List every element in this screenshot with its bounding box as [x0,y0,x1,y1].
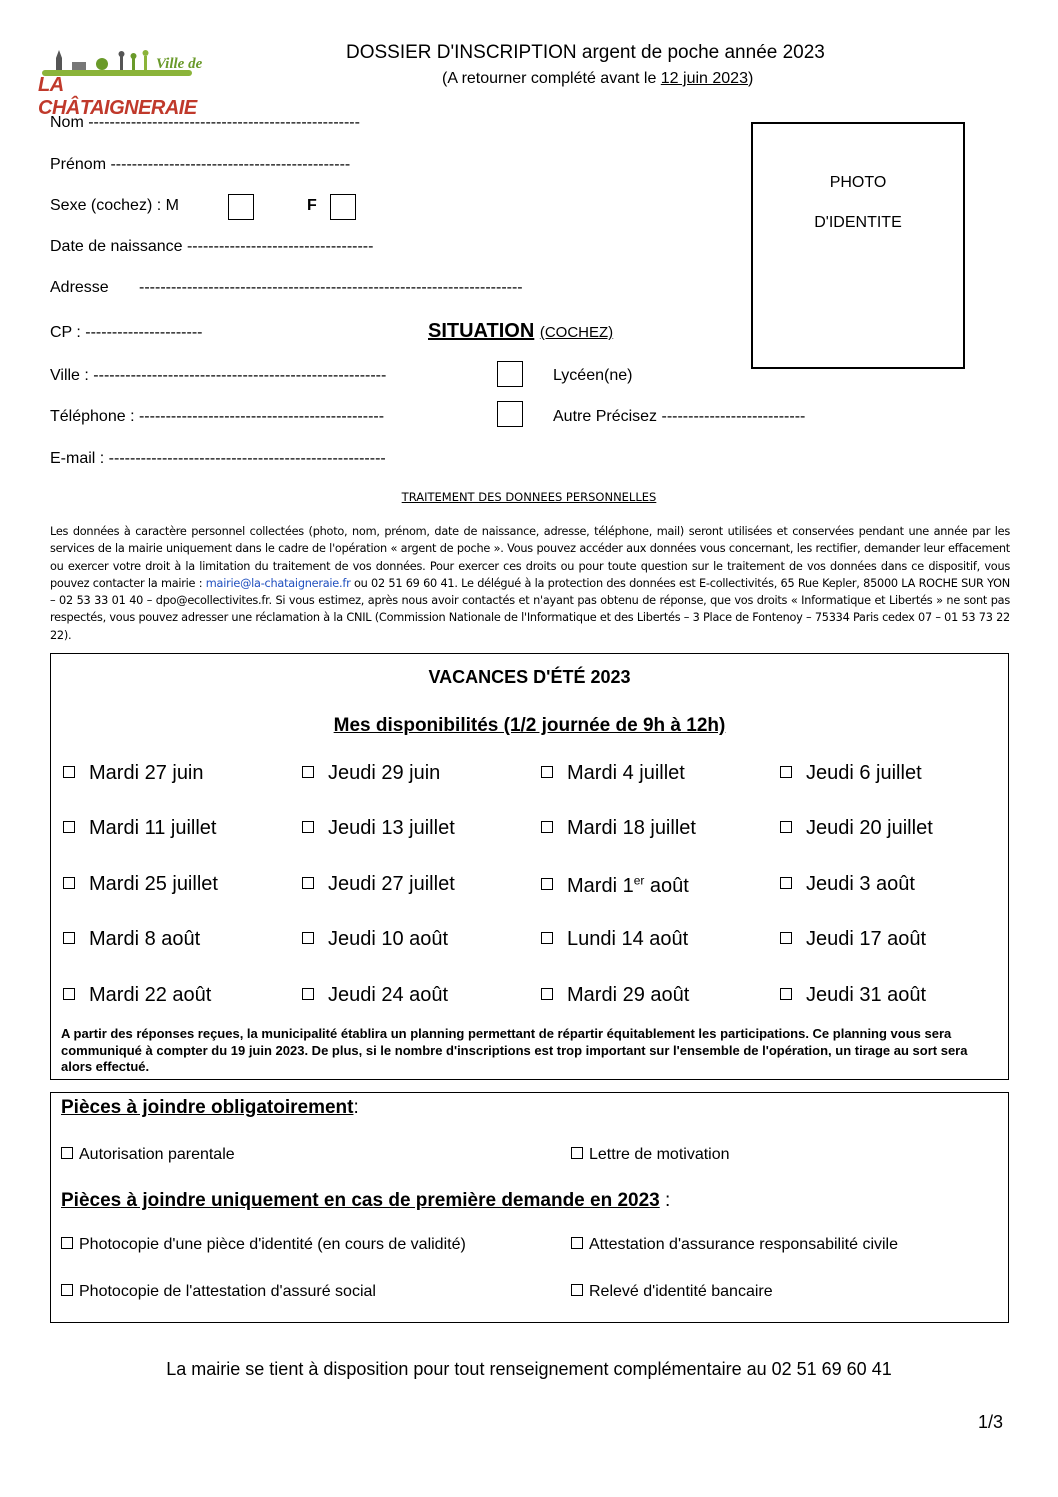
date-option[interactable] [63,984,211,1007]
rgpd-text: Les données à caractère personnel collectées (photo, nom, prénom, date de naissance, adresse, téléphone, mail) seront utilisées et conservées pendant une année par les services de la mairie uniquement dans le cadre de l'opération « argent de poche ». Vous pouvez accéder aux données vous concernant, les rectifier, demander leur effacement ou exercer votre droit à la limitation du traitement de vos données. Pour exercer ces droits ou pour toute question sur le traitement de vos données dans ce dispositif, vous pouvez contacter la mairie : mairie@la-chataigneraie.fr ou 02 51 69 60 41. Le délégué à la protection des données est E-collectivités, 65 Rue Kepler, 85000 LA ROCHE SUR YON – 02 53 33 01 40 – dpo@ecollectivites.fr. Si vous estimez, après nous avoir contactés et n'ayant pas obtenu de réponse, que vos droits « Informatique et Libertés » ne sont pas respectés, vous pouvez adresser une réclamation à la CNIL (Commission Nationale de l'Informatique et des Libertés – 3 Place de Fontenoy – 75334 Paris cedex 07 – 01 53 73 22 22). [50,525,1010,642]
sexe-m-checkbox[interactable] [228,194,254,220]
checkbox-icon[interactable] [302,766,314,778]
checkbox-icon[interactable] [63,821,75,833]
date-label: Jeudi 31 août [806,984,927,1006]
piece-assure-social[interactable]: Photocopie de l'attestation d'assuré social [61,1283,376,1301]
pieces-panel [50,1092,1009,1323]
checkbox-icon[interactable] [61,1284,73,1296]
deadline-date: 12 juin 2023 [660,70,748,87]
checkbox-icon[interactable] [541,932,553,944]
date-label: Mardi 4 juillet [567,762,685,784]
field-email[interactable]: E-mail : ---------------------------------------------------- [50,450,386,467]
date-label: Mardi 18 juillet [567,817,696,839]
date-label: Jeudi 3 août [806,873,915,895]
piece-lettre[interactable]: Lettre de motivation [571,1146,730,1164]
photo-box [751,122,965,369]
situation-autre-field[interactable]: Autre Précisez --------------------------- [553,408,806,425]
date-label: Jeudi 13 juillet [328,817,455,839]
rgpd-title: TRAITEMENT DES DONNEES PERSONNELLES [401,490,657,504]
date-label: Jeudi 6 juillet [806,762,922,784]
date-label: Mardi 25 juillet [89,873,218,895]
situation-lyceen-label: Lycéen(ne) [553,367,633,384]
pieces-premiere-heading: Pièces à joindre uniquement en cas de première demande en 2023 : [61,1190,671,1211]
field-naissance[interactable]: Date de naissance ----------------------------------- [50,238,374,255]
checkbox-icon[interactable] [302,821,314,833]
date-option[interactable] [780,873,915,896]
date-label: Jeudi 10 août [328,928,449,950]
field-cp[interactable]: CP : ---------------------- [50,324,203,341]
date-label: Mardi 11 juillet [89,817,217,839]
checkbox-icon[interactable] [780,932,792,944]
date-label: Jeudi 27 juillet [328,873,455,895]
photo-label-1: PHOTO [829,174,887,191]
date-label: Mardi 27 juin [89,762,204,784]
field-adresse-label: Adresse [50,279,109,296]
date-option[interactable] [780,762,922,785]
date-option[interactable] [541,928,688,951]
vacances-title: VACANCES D'ÉTÉ 2023 [428,667,631,687]
checkbox-icon[interactable] [63,988,75,1000]
situation-heading: SITUATION (COCHEZ) [428,320,614,342]
piece-identite[interactable]: Photocopie d'une pièce d'identité (en cours de validité) [61,1236,466,1254]
date-label: Mardi 22 août [89,984,212,1006]
date-option[interactable] [63,873,218,896]
sexe-f-checkbox[interactable] [330,194,356,220]
date-option[interactable] [541,762,685,785]
checkbox-icon[interactable] [63,877,75,889]
page-number: 1/3 [978,1412,1004,1432]
date-option[interactable] [63,928,200,951]
date-option[interactable] [302,984,448,1007]
date-label: Mardi 1er août [567,873,689,897]
page-subtitle: (A retourner complété avant le 12 juin 2023) [442,70,754,87]
mairie-email-link[interactable]: mairie@la-chataigneraie.fr [205,576,351,590]
vacances-panel [50,653,1009,1080]
field-prenom[interactable]: Prénom --------------------------------------------- [50,156,351,173]
checkbox-icon[interactable] [541,878,553,890]
piece-autorisation[interactable]: Autorisation parentale [61,1146,235,1164]
checkbox-icon[interactable] [571,1237,583,1249]
field-ville[interactable]: Ville : ------------------------------------------------------- [50,367,387,384]
date-option[interactable] [63,762,204,785]
checkbox-icon[interactable] [780,877,792,889]
checkbox-icon[interactable] [541,988,553,1000]
date-option[interactable] [302,928,448,951]
field-nom[interactable]: Nom --------------------------------------------------- [50,114,360,131]
piece-assurance[interactable]: Attestation d'assurance responsabilité civile [571,1236,898,1254]
date-option[interactable] [63,817,216,840]
checkbox-icon[interactable] [571,1147,583,1159]
checkbox-icon[interactable] [61,1237,73,1249]
pieces-obligatoires-heading: Pièces à joindre obligatoirement: [61,1097,359,1118]
checkbox-icon[interactable] [571,1284,583,1296]
date-option[interactable] [302,873,455,896]
vacances-subtitle: Mes disponibilités (1/2 journée de 9h à 12h) [333,715,726,736]
date-option[interactable] [780,928,926,951]
piece-rib[interactable]: Relevé d'identité bancaire [571,1283,773,1301]
checkbox-icon[interactable] [302,988,314,1000]
checkbox-icon[interactable] [302,877,314,889]
checkbox-icon[interactable] [61,1147,73,1159]
checkbox-icon[interactable] [780,988,792,1000]
sexe-f-label: F [307,197,317,214]
page-title: DOSSIER D'INSCRIPTION argent de poche année 2023 [346,42,825,63]
checkbox-icon[interactable] [780,821,792,833]
date-label: Jeudi 24 août [328,984,449,1006]
date-label: Mardi 8 août [89,928,201,950]
checkbox-icon[interactable] [302,932,314,944]
date-label: Jeudi 29 juin [328,762,441,784]
checkbox-icon[interactable] [541,821,553,833]
checkbox-icon[interactable] [63,932,75,944]
checkbox-icon[interactable] [63,766,75,778]
date-label: Lundi 14 août [567,928,689,950]
vacances-note: A partir des réponses reçues, la municipalité établira un planning permettant de répartir équitablement les participations. Ce planning vous sera communiqué à compter du 19 juin 2023. De plus, si le nombre d'inscriptions est trop important sur l'ensemble de l'opération, un tirage au sort sera alors effectué. [61,1026,968,1074]
date-option[interactable] [541,873,689,898]
date-option[interactable] [780,984,926,1007]
situation-autre-checkbox[interactable] [497,401,523,427]
date-label: Mardi 29 août [567,984,690,1006]
footer-contact: La mairie se tient à disposition pour tout renseignement complémentaire au 02 51 69 60 41 [166,1359,892,1379]
situation-lyceen-checkbox[interactable] [497,361,523,387]
logo-ville-text: Ville de [156,56,203,72]
date-option[interactable] [302,817,455,840]
date-option[interactable] [302,762,440,785]
date-label: Jeudi 17 août [806,928,927,950]
checkbox-icon[interactable] [541,766,553,778]
date-option[interactable] [541,817,696,840]
checkbox-icon[interactable] [780,766,792,778]
date-option[interactable] [541,984,689,1007]
field-adresse[interactable]: ------------------------------------------------------------------------ [139,279,523,296]
date-label: Jeudi 20 juillet [806,817,933,839]
town-logo [38,46,210,119]
photo-label-2: D'IDENTITE [814,214,902,231]
field-telephone[interactable]: Téléphone : ---------------------------------------------- [50,408,385,425]
logo-town-name: LA CHÂTAIGNERAIE [38,74,197,119]
field-sexe-label: Sexe (cochez) : M [50,197,179,214]
date-option[interactable] [780,817,933,840]
